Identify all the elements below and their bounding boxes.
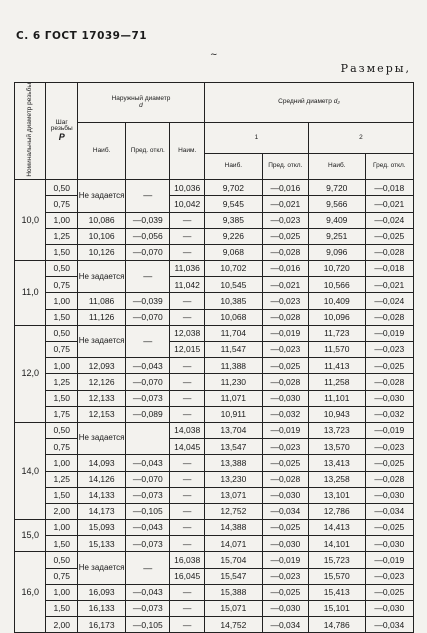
tick-mark: ~ xyxy=(210,50,218,60)
outer-symbol: d xyxy=(139,101,143,109)
pitch-cell: 1,25 xyxy=(46,471,77,487)
outer-header xyxy=(77,83,204,123)
nominal-diameter-cell: 11,0 xyxy=(15,261,46,326)
mid1-naib-cell: 11,230 xyxy=(205,374,263,390)
mid2-naib-cell: 10,096 xyxy=(308,309,365,325)
mid2-naib-cell: 11,570 xyxy=(308,342,365,358)
outer-naib-cell: 12,093 xyxy=(77,358,125,374)
outer-naim-cell: — xyxy=(170,455,205,471)
mid2-pred-cell: —0,028 xyxy=(365,309,413,325)
mid2-naib-cell: 14,413 xyxy=(308,520,365,536)
outer-naim-cell: 12,015 xyxy=(170,342,205,358)
middle-symbol: d₂ xyxy=(333,98,340,106)
mid2-pred-cell: —0,028 xyxy=(365,374,413,390)
mid1-naib-cell: 13,704 xyxy=(205,422,263,438)
outer-pred-cell: — xyxy=(126,552,170,584)
mid1-naib-cell: 9,702 xyxy=(205,180,263,196)
mid1-naib-cell: 14,388 xyxy=(205,520,263,536)
mid2-naib-cell: 13,413 xyxy=(308,455,365,471)
mid2-pred-cell: —0,025 xyxy=(365,455,413,471)
outer-pred-cell: —0,043 xyxy=(126,584,170,600)
pitch-cell: 2,00 xyxy=(46,617,77,633)
outer-naib-cell: 16,133 xyxy=(77,601,125,617)
table-row xyxy=(15,325,414,341)
outer-pred-cell: —0,039 xyxy=(126,212,170,228)
outer-naim-cell: 14,038 xyxy=(170,422,205,438)
mid2-pred-cell: —0,024 xyxy=(365,293,413,309)
outer-naim-cell: — xyxy=(170,406,205,422)
pitch-cell: 1,00 xyxy=(46,212,77,228)
outer-naib-cell: Не задается xyxy=(77,180,125,212)
mid1-naib-cell: 12,752 xyxy=(205,503,263,519)
outer-naim-cell: — xyxy=(170,358,205,374)
table-row xyxy=(15,617,414,633)
outer-naim-cell: — xyxy=(170,309,205,325)
pitch-cell: 1,25 xyxy=(46,228,77,244)
mid1-naib-cell: 9,068 xyxy=(205,244,263,260)
outer-pred-cell: —0,070 xyxy=(126,374,170,390)
class-2-header: 2 xyxy=(308,123,413,154)
outer-pred-cell: —0,070 xyxy=(126,309,170,325)
mid2-pred-cell: —0,025 xyxy=(365,520,413,536)
outer-pred-cell: —0,043 xyxy=(126,455,170,471)
mid2-naib-cell: 13,258 xyxy=(308,471,365,487)
pitch-symbol: P xyxy=(58,131,65,142)
mid1-pred-cell: —0,030 xyxy=(262,487,308,503)
mid1-pred-cell: —0,032 xyxy=(262,406,308,422)
pitch-cell: 2,00 xyxy=(46,503,77,519)
outer-naib-cell: Не задается xyxy=(77,261,125,293)
table-row xyxy=(15,358,414,374)
mid1-naib-cell: 9,226 xyxy=(205,228,263,244)
outer-pred-cell: —0,073 xyxy=(126,601,170,617)
pitch-cell: 1,00 xyxy=(46,358,77,374)
table-row xyxy=(15,293,414,309)
mid2-pred-cell: —0,018 xyxy=(365,261,413,277)
table-body xyxy=(15,180,414,633)
mid2-pred-cell: —0,025 xyxy=(365,228,413,244)
mid1-pred-cell: —0,019 xyxy=(262,422,308,438)
outer-naim-cell: 16,038 xyxy=(170,552,205,568)
mid2-pred-cell: —0,021 xyxy=(365,196,413,212)
outer-pred-cell: —0,056 xyxy=(126,228,170,244)
outer-pred-cell: — xyxy=(126,261,170,293)
mid2-pred-cell: —0,025 xyxy=(365,358,413,374)
outer-naim-cell: — xyxy=(170,244,205,260)
outer-naib-cell: 16,093 xyxy=(77,584,125,600)
pitch-cell: 1,25 xyxy=(46,374,77,390)
outer-naim-header: Наим. xyxy=(170,123,205,180)
table-row xyxy=(15,536,414,552)
nominal-diameter-cell: 10,0 xyxy=(15,180,46,261)
pitch-cell: 1,50 xyxy=(46,536,77,552)
outer-naim-cell: 12,038 xyxy=(170,325,205,341)
outer-naim-cell: — xyxy=(170,390,205,406)
outer-naim-cell: — xyxy=(170,584,205,600)
outer-pred-cell: — xyxy=(126,325,170,357)
mid1-pred-cell: —0,034 xyxy=(262,503,308,519)
outer-header-label: Наружный диаметр xyxy=(111,95,171,102)
middle-header xyxy=(205,83,414,123)
mid2-naib-cell: 11,258 xyxy=(308,374,365,390)
table-row xyxy=(15,180,414,196)
mid2-naib-cell: 13,570 xyxy=(308,439,365,455)
nominal-diameter-cell: 14,0 xyxy=(15,422,46,519)
outer-pred-cell: —0,089 xyxy=(126,406,170,422)
outer-naim-cell: — xyxy=(170,487,205,503)
table-row xyxy=(15,552,414,568)
outer-naib-cell: Не задается xyxy=(77,325,125,357)
mid2-naib-cell: 12,786 xyxy=(308,503,365,519)
table-row xyxy=(15,584,414,600)
outer-pred-cell: —0,070 xyxy=(126,244,170,260)
outer-naib-cell: 15,133 xyxy=(77,536,125,552)
mid2-naib-cell: 9,409 xyxy=(308,212,365,228)
pitch-cell: 0,50 xyxy=(46,261,77,277)
table-row xyxy=(15,455,414,471)
mid2-pred-cell: —0,018 xyxy=(365,180,413,196)
pitch-cell: 1,50 xyxy=(46,309,77,325)
outer-naib-cell: 10,106 xyxy=(77,228,125,244)
table-row xyxy=(15,601,414,617)
mid1-pred-cell: —0,023 xyxy=(262,342,308,358)
mid1-pred-cell: —0,030 xyxy=(262,601,308,617)
outer-pred-cell xyxy=(126,422,170,454)
outer-naib-cell: 15,093 xyxy=(77,520,125,536)
mid2-naib-cell: 14,101 xyxy=(308,536,365,552)
outer-naim-cell: 16,045 xyxy=(170,568,205,584)
mid2-pred-cell: —0,023 xyxy=(365,568,413,584)
outer-naib-cell: 14,093 xyxy=(77,455,125,471)
mid2-naib-cell: 9,566 xyxy=(308,196,365,212)
mid1-naib-cell: 11,704 xyxy=(205,325,263,341)
table-row xyxy=(15,374,414,390)
outer-pred-cell: —0,073 xyxy=(126,487,170,503)
mid2-pred-cell: —0,034 xyxy=(365,503,413,519)
mid1-pred-cell: —0,025 xyxy=(262,358,308,374)
mid2-naib-cell: 9,096 xyxy=(308,244,365,260)
mid2-naib-cell: 10,943 xyxy=(308,406,365,422)
mid2-pred-cell: —0,028 xyxy=(365,244,413,260)
mid2-naib-cell: 10,720 xyxy=(308,261,365,277)
table-row xyxy=(15,422,414,438)
table-row xyxy=(15,244,414,260)
mid2-naib-cell: 11,101 xyxy=(308,390,365,406)
outer-naim-cell: 10,042 xyxy=(170,196,205,212)
mid2-pred-cell: —0,021 xyxy=(365,277,413,293)
page-header: С. 6 ГОСТ 17039—71 xyxy=(16,30,148,42)
pitch-cell: 0,75 xyxy=(46,196,77,212)
mid2-pred-cell: —0,030 xyxy=(365,536,413,552)
pitch-cell: 0,75 xyxy=(46,439,77,455)
mid2-pred-cell: —0,034 xyxy=(365,617,413,633)
mid1-naib-cell: 10,911 xyxy=(205,406,263,422)
table-row xyxy=(15,228,414,244)
pitch-cell: 1,75 xyxy=(46,406,77,422)
pitch-cell: 0,50 xyxy=(46,325,77,341)
mid1-pred-cell: —0,028 xyxy=(262,374,308,390)
outer-naim-cell: — xyxy=(170,503,205,519)
mid1-pred-cell: —0,025 xyxy=(262,520,308,536)
mid1-naib-cell: 9,385 xyxy=(205,212,263,228)
mid2-naib-cell: 15,723 xyxy=(308,552,365,568)
outer-naib-cell: 10,126 xyxy=(77,244,125,260)
outer-pred-cell: —0,105 xyxy=(126,503,170,519)
mid2-pred-cell: —0,019 xyxy=(365,325,413,341)
mid1-pred-cell: —0,025 xyxy=(262,228,308,244)
mid1-pred-cell: —0,034 xyxy=(262,617,308,633)
outer-naim-cell: — xyxy=(170,293,205,309)
table-row xyxy=(15,406,414,422)
mid1-naib-cell: 15,547 xyxy=(205,568,263,584)
mid1-naib-cell: 11,388 xyxy=(205,358,263,374)
outer-pred-cell: — xyxy=(126,180,170,212)
outer-naim-cell: — xyxy=(170,228,205,244)
mid1-pred-header: Пред. откл. xyxy=(262,154,308,180)
outer-naim-cell: — xyxy=(170,601,205,617)
mid2-naib-cell: 15,101 xyxy=(308,601,365,617)
table-row xyxy=(15,390,414,406)
mid1-pred-cell: —0,028 xyxy=(262,244,308,260)
mid1-pred-cell: —0,019 xyxy=(262,552,308,568)
pitch-cell: 1,00 xyxy=(46,584,77,600)
outer-naim-cell: — xyxy=(170,617,205,633)
nominal-diameter-cell: 12,0 xyxy=(15,325,46,422)
outer-naib-cell: 14,133 xyxy=(77,487,125,503)
mid1-naib-cell: 10,068 xyxy=(205,309,263,325)
outer-pred-cell: —0,073 xyxy=(126,536,170,552)
mid2-pred-header: Гред. откл. xyxy=(365,154,413,180)
outer-naib-cell: 14,126 xyxy=(77,471,125,487)
mid1-naib-cell: 13,388 xyxy=(205,455,263,471)
outer-pred-cell: —0,105 xyxy=(126,617,170,633)
outer-pred-header: Пред. откл. xyxy=(126,123,170,180)
mid1-pred-cell: —0,025 xyxy=(262,455,308,471)
mid2-pred-cell: —0,019 xyxy=(365,552,413,568)
outer-naim-cell: 10,036 xyxy=(170,180,205,196)
mid1-pred-cell: —0,021 xyxy=(262,277,308,293)
mid2-naib-cell: 13,101 xyxy=(308,487,365,503)
nominal-header-label: Номинальный диаметр резьбы xyxy=(25,83,33,177)
table-row xyxy=(15,487,414,503)
mid2-naib-cell: 15,570 xyxy=(308,568,365,584)
mid1-naib-cell: 14,071 xyxy=(205,536,263,552)
outer-naib-cell: 11,086 xyxy=(77,293,125,309)
mid2-naib-header: Наиб. xyxy=(308,154,365,180)
mid1-pred-cell: —0,023 xyxy=(262,212,308,228)
mid1-naib-cell: 10,545 xyxy=(205,277,263,293)
mid1-pred-cell: —0,028 xyxy=(262,309,308,325)
outer-naim-cell: 11,036 xyxy=(170,261,205,277)
mid2-naib-cell: 10,566 xyxy=(308,277,365,293)
mid1-naib-cell: 15,071 xyxy=(205,601,263,617)
nominal-diameter-cell: 15,0 xyxy=(15,520,46,552)
mid1-pred-cell: —0,025 xyxy=(262,584,308,600)
pitch-cell: 0,75 xyxy=(46,342,77,358)
mid1-pred-cell: —0,019 xyxy=(262,325,308,341)
outer-naib-header: Наиб. xyxy=(77,123,125,180)
mid1-pred-cell: —0,023 xyxy=(262,293,308,309)
table-row xyxy=(15,568,414,584)
pitch-cell: 0,50 xyxy=(46,180,77,196)
mid1-pred-cell: —0,023 xyxy=(262,439,308,455)
mid1-naib-cell: 11,071 xyxy=(205,390,263,406)
pitch-cell: 1,50 xyxy=(46,601,77,617)
mid1-pred-cell: —0,023 xyxy=(262,568,308,584)
mid1-naib-cell: 13,071 xyxy=(205,487,263,503)
mid2-pred-cell: —0,019 xyxy=(365,422,413,438)
mid1-pred-cell: —0,030 xyxy=(262,390,308,406)
outer-naim-cell: — xyxy=(170,374,205,390)
outer-naib-cell: 12,153 xyxy=(77,406,125,422)
outer-naim-cell: 14,045 xyxy=(170,439,205,455)
outer-naib-cell: Не задается xyxy=(77,422,125,454)
mid1-naib-cell: 13,230 xyxy=(205,471,263,487)
mid1-naib-cell: 11,547 xyxy=(205,342,263,358)
outer-naim-cell: — xyxy=(170,520,205,536)
outer-naib-cell: Не задается xyxy=(77,552,125,584)
mid2-naib-cell: 11,723 xyxy=(308,325,365,341)
mid2-naib-cell: 15,413 xyxy=(308,584,365,600)
mid2-pred-cell: —0,028 xyxy=(365,471,413,487)
pitch-cell: 0,50 xyxy=(46,552,77,568)
mid2-naib-cell: 9,720 xyxy=(308,180,365,196)
outer-naib-cell: 11,126 xyxy=(77,309,125,325)
middle-header-label: Средний диаметр xyxy=(278,98,332,106)
mid1-pred-cell: —0,016 xyxy=(262,180,308,196)
nominal-diameter-cell: 16,0 xyxy=(15,552,46,633)
outer-pred-cell: —0,043 xyxy=(126,520,170,536)
mid1-pred-cell: —0,021 xyxy=(262,196,308,212)
pitch-header-label: Шаг резьбы xyxy=(50,118,73,133)
outer-pred-cell: —0,043 xyxy=(126,358,170,374)
mid2-pred-cell: —0,030 xyxy=(365,390,413,406)
mid1-naib-cell: 14,752 xyxy=(205,617,263,633)
outer-pred-cell: —0,039 xyxy=(126,293,170,309)
outer-naib-cell: 12,133 xyxy=(77,390,125,406)
mid1-naib-cell: 15,388 xyxy=(205,584,263,600)
outer-naib-cell: 16,173 xyxy=(77,617,125,633)
mid2-pred-cell: —0,025 xyxy=(365,584,413,600)
mid1-naib-cell: 10,702 xyxy=(205,261,263,277)
mid1-pred-cell: —0,016 xyxy=(262,261,308,277)
pitch-cell: 1,00 xyxy=(46,455,77,471)
mid2-naib-cell: 11,413 xyxy=(308,358,365,374)
mid1-pred-cell: —0,030 xyxy=(262,536,308,552)
mid1-pred-cell: —0,028 xyxy=(262,471,308,487)
outer-naib-cell: 14,173 xyxy=(77,503,125,519)
outer-naib-cell: 12,126 xyxy=(77,374,125,390)
mid2-pred-cell: —0,032 xyxy=(365,406,413,422)
mid1-naib-header: Наиб. xyxy=(205,154,263,180)
outer-naib-cell: 10,086 xyxy=(77,212,125,228)
pitch-cell: 1,00 xyxy=(46,293,77,309)
mid2-pred-cell: —0,024 xyxy=(365,212,413,228)
mid2-naib-cell: 13,723 xyxy=(308,422,365,438)
mid1-naib-cell: 15,704 xyxy=(205,552,263,568)
outer-pred-cell: —0,073 xyxy=(126,390,170,406)
mid2-pred-cell: —0,023 xyxy=(365,342,413,358)
table-row xyxy=(15,261,414,277)
mid2-naib-cell: 14,786 xyxy=(308,617,365,633)
outer-naim-cell: 11,042 xyxy=(170,277,205,293)
pitch-cell: 1,00 xyxy=(46,520,77,536)
mid1-naib-cell: 13,547 xyxy=(205,439,263,455)
outer-naim-cell: — xyxy=(170,536,205,552)
table-row xyxy=(15,342,414,358)
section-title: Размеры, xyxy=(340,62,411,75)
table-row xyxy=(15,471,414,487)
pitch-cell: 0,75 xyxy=(46,277,77,293)
table-row xyxy=(15,439,414,455)
table-row xyxy=(15,503,414,519)
mid2-pred-cell: —0,030 xyxy=(365,601,413,617)
thread-dimensions-table xyxy=(14,82,414,633)
mid2-naib-cell: 10,409 xyxy=(308,293,365,309)
mid2-pred-cell: —0,030 xyxy=(365,487,413,503)
table-row xyxy=(15,520,414,536)
table-row xyxy=(15,309,414,325)
pitch-cell: 0,75 xyxy=(46,568,77,584)
mid1-naib-cell: 9,545 xyxy=(205,196,263,212)
pitch-cell: 1,50 xyxy=(46,244,77,260)
class-1-header: 1 xyxy=(205,123,309,154)
nominal-header xyxy=(15,83,46,180)
pitch-cell: 0,50 xyxy=(46,422,77,438)
mid2-pred-cell: —0,023 xyxy=(365,439,413,455)
table-row xyxy=(15,212,414,228)
outer-pred-cell: —0,070 xyxy=(126,471,170,487)
table-row xyxy=(15,196,414,212)
table-row xyxy=(15,277,414,293)
pitch-cell: 1,50 xyxy=(46,390,77,406)
pitch-cell: 1,50 xyxy=(46,487,77,503)
outer-naim-cell: — xyxy=(170,212,205,228)
pitch-header xyxy=(46,83,77,180)
outer-naim-cell: — xyxy=(170,471,205,487)
mid2-naib-cell: 9,251 xyxy=(308,228,365,244)
mid1-naib-cell: 10,385 xyxy=(205,293,263,309)
